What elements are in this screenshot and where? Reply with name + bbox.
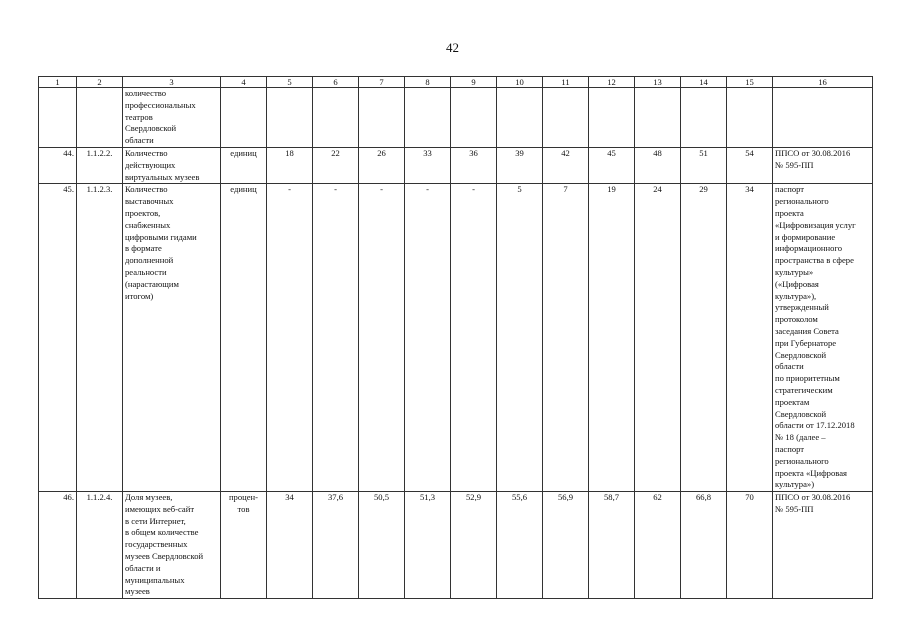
cell-text-line: единиц	[230, 184, 257, 195]
cell-text-line: паспорт	[775, 443, 805, 454]
value-cell	[497, 88, 543, 148]
cell-text-line: итогом)	[125, 290, 154, 301]
cell-text-line: Количество	[125, 184, 168, 195]
cell-text-line: области от 17.12.2018	[775, 420, 855, 431]
indicator-code-cell: 1.1.2.2.	[77, 147, 123, 183]
value-cell: 33	[405, 147, 451, 183]
value-cell: 51,3	[405, 492, 451, 599]
value-cell: 5	[497, 184, 543, 492]
value-cell: -	[359, 184, 405, 492]
cell-text-line: паспорт	[775, 184, 805, 195]
cell-text-line: культуры»	[775, 266, 814, 277]
cell-text-line: снабженных	[125, 219, 171, 230]
value-cell: 70	[727, 492, 773, 599]
table-body	[39, 88, 873, 599]
row-number-cell: 44.	[39, 147, 77, 183]
cell-text-line: при Губернаторе	[775, 337, 837, 348]
cell-text-line: № 595-ПП	[775, 503, 814, 514]
value-cell: -	[405, 184, 451, 492]
cell-text-line: в формате	[125, 243, 162, 254]
row-number-cell	[39, 88, 77, 148]
cell-text-line: муниципальных	[125, 574, 185, 585]
cell-text-line: и формирование	[775, 231, 836, 242]
value-cell: 29	[681, 184, 727, 492]
value-cell: 7	[543, 184, 589, 492]
table-row	[39, 184, 873, 492]
value-cell: 26	[359, 147, 405, 183]
cell-text-line: имеющих веб-сайт	[125, 503, 195, 514]
column-number-header: 13	[635, 77, 681, 88]
table-row	[39, 147, 873, 183]
cell-text-line: количество	[125, 88, 167, 98]
cell-text-line: информационного	[775, 243, 843, 254]
column-number-header: 14	[681, 77, 727, 88]
cell-text-line: («Цифровая	[775, 278, 819, 289]
value-cell: 54	[727, 147, 773, 183]
value-cell: 50,5	[359, 492, 405, 599]
cell-text-line: культура»)	[775, 479, 815, 490]
unit-cell	[221, 492, 267, 599]
value-cell: 62	[635, 492, 681, 599]
cell-text-line: утвержденный	[775, 302, 829, 313]
column-number-header: 16	[773, 77, 873, 88]
source-document-cell	[773, 88, 873, 148]
cell-text-line: цифровыми гидами	[125, 231, 197, 242]
value-cell: 42	[543, 147, 589, 183]
value-cell: 45	[589, 147, 635, 183]
cell-text-line: Свердловской	[775, 349, 827, 360]
cell-text-line: музеев	[125, 586, 150, 597]
column-number-header: 9	[451, 77, 497, 88]
cell-text-line: области	[125, 135, 154, 146]
column-number-header: 8	[405, 77, 451, 88]
cell-text-line: № 18 (далее –	[775, 432, 826, 443]
unit-cell	[221, 88, 267, 148]
value-cell	[267, 88, 313, 148]
value-cell: 58,7	[589, 492, 635, 599]
cell-text-line: профессиональных	[125, 99, 196, 110]
value-cell	[359, 88, 405, 148]
indicator-code-cell: 1.1.2.4.	[77, 492, 123, 599]
indicator-name-cell	[123, 147, 221, 183]
cell-text-line: (нарастающим	[125, 278, 179, 289]
cell-text-line: заседания Совета	[775, 325, 839, 336]
cell-text-line: единиц	[230, 147, 257, 158]
cell-text-line: проекта	[775, 207, 804, 218]
value-cell	[405, 88, 451, 148]
value-cell: 55,6	[497, 492, 543, 599]
cell-text-line: по приоритетным	[775, 373, 840, 384]
source-document-cell	[773, 184, 873, 492]
column-number-header: 10	[497, 77, 543, 88]
column-number-row	[39, 77, 873, 88]
cell-text-line: в сети Интернет,	[125, 515, 186, 526]
cell-text-line: «Цифровизация услуг	[775, 219, 856, 230]
column-number-header: 3	[123, 77, 221, 88]
column-number-header: 15	[727, 77, 773, 88]
cell-text-line: действующих	[125, 159, 176, 170]
cell-text-line: в общем количестве	[125, 527, 199, 538]
cell-text-line: проектов,	[125, 207, 161, 218]
cell-text-line: реальности	[125, 266, 167, 277]
cell-text-line: пространства в сфере	[775, 255, 854, 266]
value-cell	[635, 88, 681, 148]
value-cell	[681, 88, 727, 148]
cell-text-line: процен-	[228, 492, 259, 503]
indicator-name-cell	[123, 492, 221, 599]
column-number-header: 6	[313, 77, 359, 88]
cell-text-line: № 595-ПП	[775, 159, 814, 170]
cell-text-line: культура»),	[775, 290, 817, 301]
cell-text-line: Свердловской	[125, 123, 177, 134]
value-cell: 34	[267, 492, 313, 599]
page-number: 42	[446, 40, 459, 55]
cell-text-line: проектам	[775, 396, 810, 407]
cell-text-line: стратегическим	[775, 384, 833, 395]
column-number-header: 1	[39, 77, 77, 88]
cell-text-line: государственных	[125, 539, 188, 550]
cell-text-line: ППСО от 30.08.2016	[775, 147, 851, 158]
column-number-header: 5	[267, 77, 313, 88]
cell-text-line: виртуальных музеев	[125, 171, 200, 182]
column-number-header: 4	[221, 77, 267, 88]
row-number-cell: 45.	[39, 184, 77, 492]
value-cell: 39	[497, 147, 543, 183]
value-cell: 34	[727, 184, 773, 492]
value-cell	[589, 88, 635, 148]
indicators-table	[38, 76, 873, 599]
value-cell	[727, 88, 773, 148]
value-cell	[543, 88, 589, 148]
value-cell: 48	[635, 147, 681, 183]
cell-text-line: театров	[125, 111, 153, 122]
value-cell: 19	[589, 184, 635, 492]
value-cell: -	[267, 184, 313, 492]
indicator-code-cell: 1.1.2.3.	[77, 184, 123, 492]
indicator-name-cell	[123, 184, 221, 492]
value-cell: 52,9	[451, 492, 497, 599]
source-document-cell	[773, 147, 873, 183]
cell-text-line: Количество	[125, 147, 168, 158]
column-number-header: 2	[77, 77, 123, 88]
table-row	[39, 492, 873, 599]
cell-text-line: тов	[237, 503, 250, 514]
value-cell: 66,8	[681, 492, 727, 599]
value-cell: 22	[313, 147, 359, 183]
cell-text-line: области и	[125, 562, 161, 573]
cell-text-line: выставочных	[125, 196, 174, 207]
column-number-header: 7	[359, 77, 405, 88]
cell-text-line: ППСО от 30.08.2016	[775, 492, 851, 503]
cell-text-line: области	[775, 361, 804, 372]
cell-text-line: музеев Свердловской	[125, 551, 204, 562]
value-cell: -	[451, 184, 497, 492]
value-cell	[313, 88, 359, 148]
cell-text-line: регионального	[775, 196, 829, 207]
value-cell: 24	[635, 184, 681, 492]
cell-text-line: регионального	[775, 455, 829, 466]
source-document-cell	[773, 492, 873, 599]
cell-text-line: проекта «Цифровая	[775, 467, 847, 478]
table-row	[39, 88, 873, 148]
column-number-header: 12	[589, 77, 635, 88]
row-number-cell: 46.	[39, 492, 77, 599]
value-cell: 51	[681, 147, 727, 183]
value-cell: 56,9	[543, 492, 589, 599]
unit-cell	[221, 147, 267, 183]
unit-cell	[221, 184, 267, 492]
value-cell: 18	[267, 147, 313, 183]
cell-text-line: Доля музеев,	[125, 492, 173, 503]
value-cell: -	[313, 184, 359, 492]
value-cell: 37,6	[313, 492, 359, 599]
cell-text-line: Свердловской	[775, 408, 827, 419]
cell-text-line: протоколом	[775, 314, 818, 325]
indicator-code-cell	[77, 88, 123, 148]
value-cell: 36	[451, 147, 497, 183]
indicator-name-cell	[123, 88, 221, 148]
value-cell	[451, 88, 497, 148]
cell-text-line: дополненной	[125, 255, 174, 266]
column-number-header: 11	[543, 77, 589, 88]
